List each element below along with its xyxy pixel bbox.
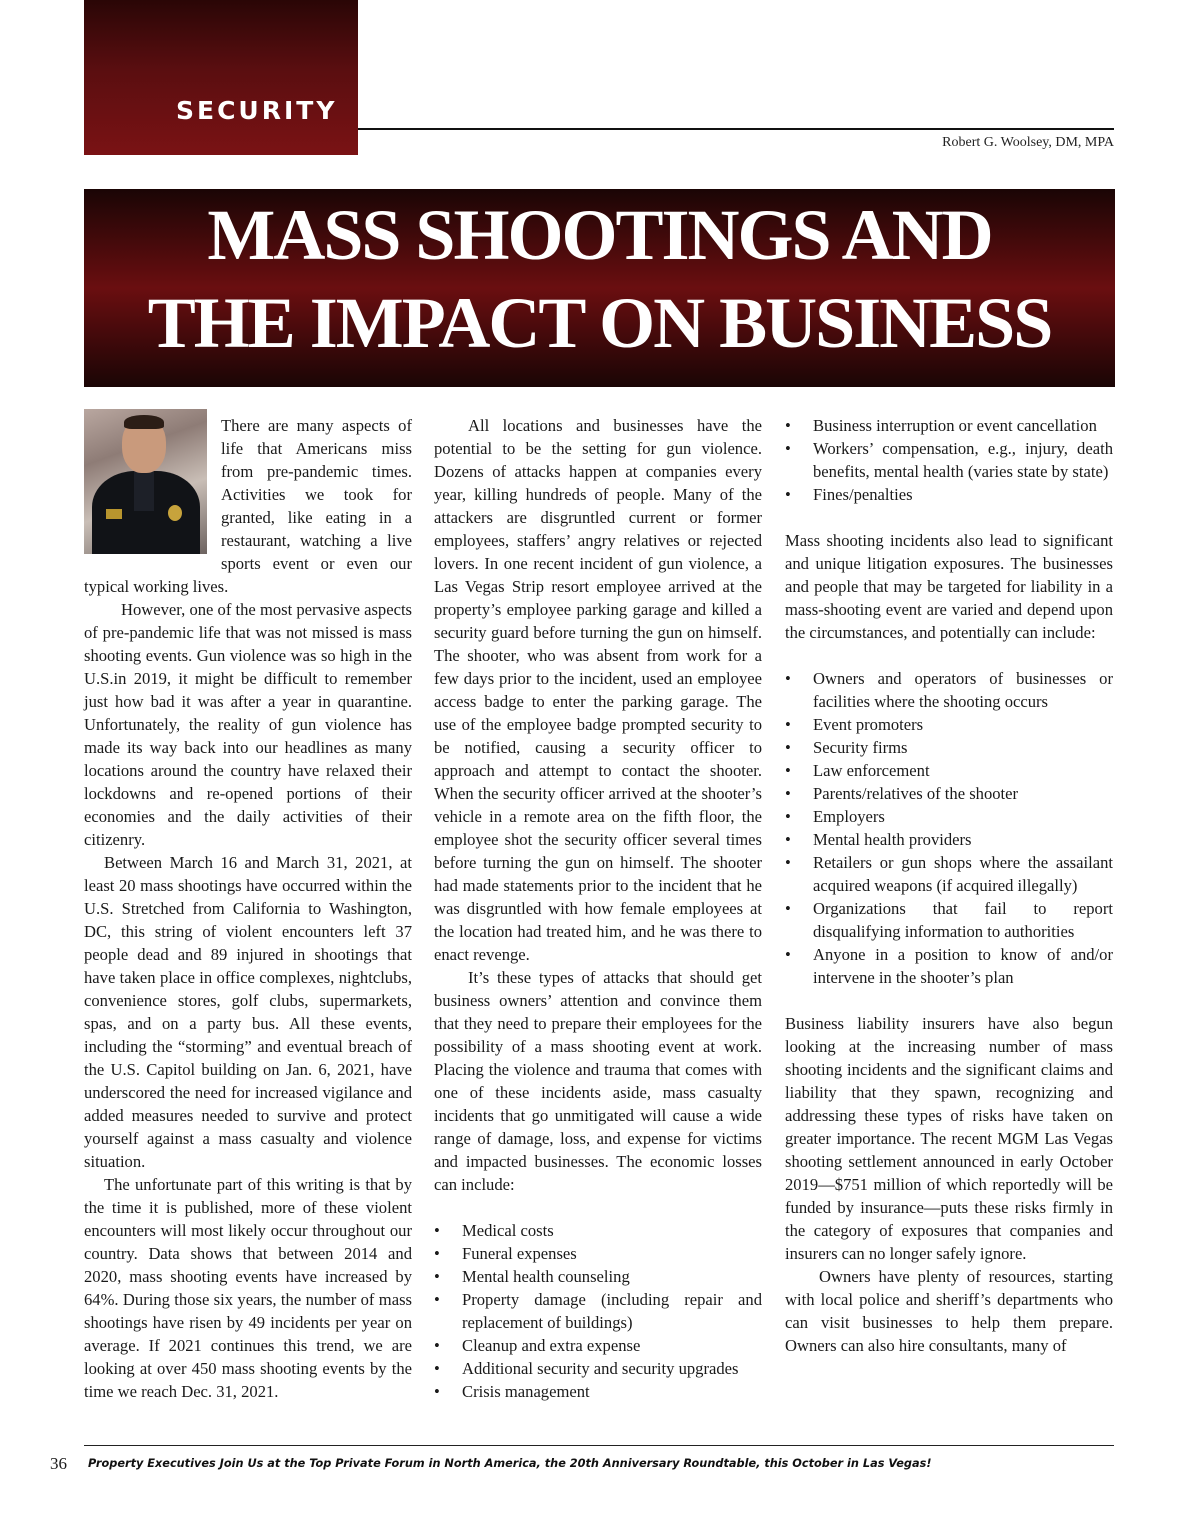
paragraph: Between March 16 and March 31, 2021, at least 20 mass shootings have occurred within the U.S. Stretched from California to Washington, DC, this string of violent encounters left 37 people dead and 89 injured in shootings that have taken place in office complexes, nightclubs, convenience stores, golf clubs, supermarkets, spas, and on a party bus. All these events, including the “storming” and eventual breach of the U.S. Capitol building on Jan. 6, 2021, have underscored the need for increased vigilance and added measures needed to survive and protect yourself against a mass casualty and violence situation.	[84, 853, 412, 1171]
list-item: • Retailers or gun shops where the assailant acquired weapons (if acquired illegally)	[785, 851, 1113, 897]
list-item: • Mental health counseling	[434, 1265, 762, 1288]
page-number: 36	[50, 1454, 67, 1473]
paragraph: The unfortunate part of this writing is that by the time it is published, more of these violent encounters will most likely occur throughout our country. Data shows that between 2014 and 2020, mass shooting events have increased by 64%. During those six years, the number of mass shootings have risen by 49 incidents per year on average. If 2021 continues this trend, we are looking at over 450 mass shooting events by the time we reach Dec. 31, 2021.	[84, 1175, 412, 1401]
photo-badge-star	[168, 505, 182, 521]
economic-losses-list	[434, 1219, 762, 1403]
list-item: • Workers’ compensation, e.g., injury, death benefits, mental health (varies state by state)	[785, 437, 1113, 483]
paragraph: There are many aspects of life that Americans miss from pre-pandemic times. Activities we took for granted, like eating in a restaurant, watching a live sports event or even our typical working lives.	[84, 416, 412, 596]
list-item: • Business interruption or event cancellation	[785, 414, 1113, 437]
footer-banner: Property Executives Join Us at the Top Private Forum in North America, the 20th Anniversary Roundtable, this October in Las Vegas!	[88, 1457, 932, 1470]
paragraph: Mass shooting incidents also lead to significant and unique litigation exposures. The businesses and people that may be targeted for liability in a mass-shooting event are varied and depend upon the circumstances, and potentially can include:	[785, 531, 1113, 642]
author-photo	[84, 409, 207, 554]
list-item: • Anyone in a position to know of and/or intervene in the shooter’s plan	[785, 943, 1113, 989]
list-item: • Law enforcement	[785, 759, 1113, 782]
list-item: • Parents/relatives of the shooter	[785, 782, 1113, 805]
list-item: • Fines/penalties	[785, 483, 1113, 506]
title-banner	[84, 189, 1115, 387]
list-item: • Event promoters	[785, 713, 1113, 736]
economic-losses-list-continued	[785, 414, 1113, 506]
photo-collar	[134, 471, 154, 511]
list-item: • Funeral expenses	[434, 1242, 762, 1265]
article-column-1	[84, 414, 412, 1403]
list-item: • Additional security and security upgrades	[434, 1357, 762, 1380]
list-item: • Owners and operators of businesses or facilities where the shooting occurs	[785, 667, 1113, 713]
article-column-3	[785, 414, 1113, 1357]
section-tab	[84, 0, 358, 155]
footer-rule	[84, 1445, 1114, 1446]
paragraph: Business liability insurers have also begun looking at the increasing number of mass shooting incidents and the significant claims and liability that they spawn, recognizing and addressing these types of risks have taken on greater importance. The recent MGM Las Vegas shooting settlement announced in early October 2019—$751 million of which reportedly will be funded by insurance—puts these risks firmly in the category of exposures that companies and insurers can no longer safely ignore.	[785, 1014, 1113, 1263]
list-item: • Cleanup and extra expense	[434, 1334, 762, 1357]
list-item: • Employers	[785, 805, 1113, 828]
list-item: • Security firms	[785, 736, 1113, 759]
paragraph: It’s these types of attacks that should get business owners’ attention and convince them that they need to prepare their employees for the possibility of a mass shooting event at work. Placing the violence and trauma that comes with one of these incidents aside, mass casualty incidents that go unmitigated will cause a wide range of damage, loss, and expense for victims and impacted businesses. The economic losses can include:	[434, 968, 762, 1194]
header-rule	[358, 128, 1114, 130]
photo-hair	[124, 415, 164, 429]
list-item: • Crisis management	[434, 1380, 762, 1403]
section-label: SECURITY	[176, 96, 338, 125]
list-item: • Property damage (including repair and replacement of buildings)	[434, 1288, 762, 1334]
list-item: • Medical costs	[434, 1219, 762, 1242]
list-item: • Organizations that fail to report disqualifying information to authorities	[785, 897, 1113, 943]
paragraph: Owners have plenty of resources, starting with local police and sheriff’s departments who can visit businesses to help them prepare. Owners can also hire consultants, many of	[785, 1267, 1113, 1355]
article-column-2	[434, 414, 762, 1403]
paragraph: However, one of the most pervasive aspects of pre-pandemic life that was not missed is mass shooting events. Gun violence was so high in the U.S.in 2019, it might be difficult to remember just how bad it was after a year in quarantine. Unfortunately, the reality of gun violence has made its way back into our headlines as many locations around the country have relaxed their lockdowns and re-opened portions of their economies and the daily activities of their citizenry.	[84, 600, 413, 849]
list-item: • Mental health providers	[785, 828, 1113, 851]
author-byline: Robert G. Woolsey, DM, MPA	[942, 135, 1114, 150]
photo-badge-ribbon	[106, 509, 122, 519]
liable-parties-list	[785, 667, 1113, 989]
article-title-line-2: THE IMPACT ON BUSINESS	[147, 283, 1052, 363]
article-title-line-1: MASS SHOOTINGS AND	[207, 195, 992, 275]
paragraph: All locations and businesses have the potential to be the setting for gun violence. Dozens of attacks happen at companies every year, killing hundreds of people. Many of the attackers are disgruntled current or former employees, staffers’ angry relatives or rejected lovers. In one recent incident of gun violence, a Las Vegas Strip resort employee arrived at the property’s employee parking garage and killed a security guard before turning the gun on himself. The shooter, who was absent from work for a few days prior to the incident, used an employee access badge to enter the parking garage. The use of the employee badge prompted security to be notified, causing a security officer to approach and attempt to contact the shooter. When the security officer arrived at the shooter’s vehicle in a remote area on the fifth floor, the employee shot the security officer several times before turning the gun on himself. The shooter had made statements prior to the incident that he was disgruntled with how female employees at the location had treated him, and he was there to enact revenge.	[434, 416, 762, 964]
